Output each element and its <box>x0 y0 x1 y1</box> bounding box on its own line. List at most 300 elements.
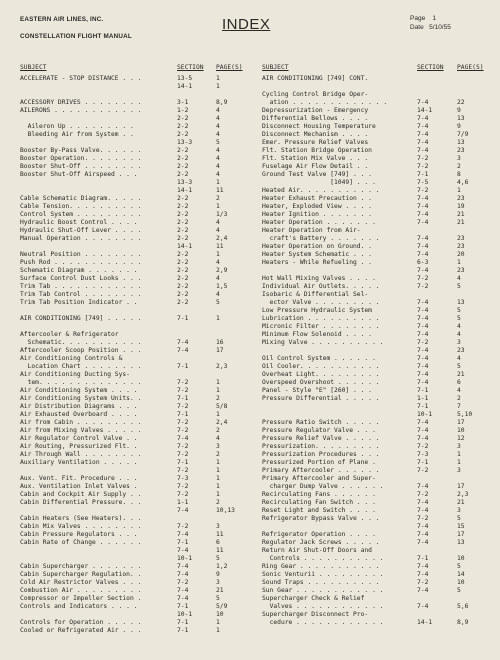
index-entry <box>262 171 482 179</box>
entry-subject: Trim Tab Control . . . . . . . . <box>20 291 142 298</box>
entry-pages: 1 <box>216 75 220 82</box>
index-entry <box>262 435 482 443</box>
index-entry <box>20 251 253 259</box>
index-entry <box>20 107 253 115</box>
entry-section: 7-4 <box>417 427 429 434</box>
entry-section: 7-2 <box>417 187 429 194</box>
index-entry <box>20 371 253 379</box>
index-entry <box>262 483 482 491</box>
entry-pages: 4 <box>216 227 220 234</box>
entry-section: 7-1 <box>177 539 189 546</box>
entry-section: 13-3 <box>177 139 193 146</box>
index-entry <box>262 491 482 499</box>
entry-pages: 13 <box>457 139 465 146</box>
entry-section: 7-4 <box>177 435 189 442</box>
index-entry <box>20 547 253 555</box>
entry-subject: Micronic Filter . . . . . . . . <box>262 323 380 330</box>
entry-subject: Disconnect Mechanism . . . . <box>262 131 369 138</box>
entry-subject: Pressure Differential . . . . . <box>262 395 380 402</box>
index-entry <box>262 507 482 515</box>
index-entry <box>20 419 253 427</box>
entry-pages: 1 <box>216 459 220 466</box>
entry-subject: Cooled or Refrigerated Air . . . <box>20 627 142 634</box>
entry-subject: ACCELERATE - STOP DISTANCE . . . <box>20 75 142 82</box>
entry-pages: 4 <box>216 107 220 114</box>
entry-section: 7-4 <box>417 299 429 306</box>
entry-subject: Recirculating Fans . . . . . . <box>262 491 376 498</box>
index-entry <box>262 259 482 267</box>
entry-section: 7-4 <box>417 523 429 530</box>
entry-pages: 5 <box>457 563 461 570</box>
entry-subject: Return Air Shut-Off Doors and <box>262 547 372 554</box>
entry-section: 7-5 <box>417 179 429 186</box>
entry-section: 13-3 <box>177 179 193 186</box>
entry-section: 2-2 <box>177 115 189 122</box>
entry-pages: 2,9 <box>216 267 228 274</box>
entry-subject: [1049] . . . <box>262 179 376 186</box>
entry-subject: Disconnect Housing Temperature <box>262 123 376 130</box>
entry-subject: Booster Shut-Off Airspeed . . . <box>20 171 138 178</box>
index-entry <box>20 491 253 499</box>
entry-section: 2-2 <box>177 299 189 306</box>
index-entry <box>20 435 253 443</box>
index-entry <box>262 515 482 523</box>
entry-pages: 8 <box>457 171 461 178</box>
entry-subject: Sun Gear . . . . . . . . . . . . <box>262 587 384 594</box>
entry-subject: Cabin Heaters (See Heaters). . . <box>20 515 142 522</box>
index-entry <box>262 619 482 627</box>
entry-section: 14-1 <box>177 187 193 194</box>
entry-subject: Cabin Rate of Change . . . . . . <box>20 539 142 546</box>
entry-subject: Pressure Regulator Valve . . . <box>262 427 376 434</box>
entry-subject: Heater Ignition . . . . . . . <box>262 211 372 218</box>
entry-pages: 12 <box>457 435 465 442</box>
entry-pages: 23 <box>457 267 465 274</box>
entry-pages: 11 <box>216 547 224 554</box>
entry-pages: 1 <box>216 179 220 186</box>
index-entry <box>20 539 253 547</box>
entry-section: 7-4 <box>417 211 429 218</box>
entry-pages: 10 <box>216 611 224 618</box>
index-entry <box>262 563 482 571</box>
entry-pages: 5 <box>216 595 220 602</box>
entry-section: 7-2 <box>177 483 189 490</box>
entry-pages: 4 <box>216 435 220 442</box>
entry-pages: 11 <box>216 243 224 250</box>
entry-pages: 1 <box>216 491 220 498</box>
index-entry <box>20 299 253 307</box>
entry-section: 2-2 <box>177 283 189 290</box>
entry-subject: Overheat Light. . . . . . . . . <box>262 371 380 378</box>
entry-pages: 1 <box>216 379 220 386</box>
index-entry <box>20 259 253 267</box>
entry-pages: 20 <box>457 251 465 258</box>
pages-heading: PAGE(S) <box>216 64 243 71</box>
document-header <box>20 11 132 45</box>
index-entry <box>20 331 253 339</box>
index-entry <box>20 579 253 587</box>
entry-subject: Air Conditioning System . . . . <box>20 387 138 394</box>
entry-section: 7-1 <box>417 387 429 394</box>
entry-subject: Push Rod . . . . . . . . . . . . <box>20 259 142 266</box>
entry-section: 2-2 <box>177 203 189 210</box>
entry-pages: 2 <box>457 395 461 402</box>
entry-subject: Heater Operation on Ground. . <box>262 243 372 250</box>
entry-pages: 21 <box>457 211 465 218</box>
entry-pages: 11 <box>216 187 224 194</box>
section-heading: SECTION <box>417 64 444 71</box>
entry-pages: 9 <box>216 571 220 578</box>
entry-section: 2-2 <box>177 219 189 226</box>
index-entry <box>262 531 482 539</box>
entry-section: 7-2 <box>417 339 429 346</box>
index-entry <box>20 611 253 619</box>
entry-section: 7-2 <box>417 163 429 170</box>
entry-section: 7-4 <box>417 267 429 274</box>
index-entry <box>20 323 253 331</box>
index-entry <box>262 499 482 507</box>
index-entry <box>20 363 253 371</box>
entry-section: 7-2 <box>417 443 429 450</box>
entry-subject: Aux. Ventilation Inlet Valves . <box>20 483 138 490</box>
entry-subject: Aileron Up . . . . . . . . . <box>20 123 134 130</box>
index-entry <box>20 235 253 243</box>
index-entry <box>262 363 482 371</box>
index-entry <box>262 379 482 387</box>
entry-subject: Aftercooler & Refrigerator <box>20 331 119 338</box>
entry-subject: Air from Cabin . . . . . . . . . <box>20 419 142 426</box>
entry-section: 7-4 <box>417 563 429 570</box>
entry-section: 7-1 <box>417 171 429 178</box>
entry-pages: 3 <box>216 443 220 450</box>
page-title: INDEX <box>222 16 271 33</box>
index-entry <box>20 115 253 123</box>
entry-section: 7-1 <box>177 603 189 610</box>
entry-subject: Cabin Pressure Regulators . . . <box>20 531 138 538</box>
index-entry <box>20 427 253 435</box>
entry-subject: Auxiliary Ventilation . . . . . <box>20 459 138 466</box>
entry-pages: 1 <box>457 459 461 466</box>
entry-pages: 23 <box>457 347 465 354</box>
index-entry <box>20 603 253 611</box>
entry-section: 2-2 <box>177 259 189 266</box>
entry-subject: ACCESSORY DRIVES . . . . . . . . <box>20 99 142 106</box>
index-entry <box>262 107 482 115</box>
entry-section: 7-1 <box>417 459 429 466</box>
entry-pages: 1 <box>216 619 220 626</box>
entry-subject: Sound Traps . . . . . . . . . . <box>262 579 380 586</box>
entry-subject: AILERONS . . . . . . . . . . . . <box>20 107 142 114</box>
entry-section: 7-2 <box>177 467 189 474</box>
entry-pages: 1 <box>457 259 461 266</box>
index-entry <box>262 299 482 307</box>
entry-section: 2-2 <box>177 251 189 258</box>
index-entry <box>262 139 482 147</box>
entry-pages: 3 <box>457 155 461 162</box>
entry-section: 7-2 <box>177 579 189 586</box>
entry-section: 10-1 <box>177 611 193 618</box>
entry-section: 7-4 <box>417 123 429 130</box>
entry-subject: Supercharger Check & Relief <box>262 595 365 602</box>
pages-heading: PAGE(S) <box>457 64 484 71</box>
entry-section: 7-3 <box>177 475 189 482</box>
entry-pages: 13 <box>457 115 465 122</box>
index-entry <box>262 603 482 611</box>
entry-pages: 1 <box>216 475 220 482</box>
entry-subject: Primary Aftercooler and Super- <box>262 475 376 482</box>
entry-section: 1-2 <box>177 107 189 114</box>
entry-pages: 17 <box>457 483 465 490</box>
entry-pages: 6 <box>457 379 461 386</box>
index-entry <box>20 283 253 291</box>
entry-section: 7-4 <box>417 243 429 250</box>
index-entry <box>20 267 253 275</box>
entry-subject: Manual Operation . . . . . . . . <box>20 235 142 242</box>
entry-section: 7-4 <box>417 235 429 242</box>
entry-pages: 3 <box>457 339 461 346</box>
entry-subject: Cable Schematic Diagram. . . . . <box>20 195 142 202</box>
entry-subject: Sonic Venturii . . . . . . . . . <box>262 571 384 578</box>
index-entry <box>20 195 253 203</box>
entry-pages: 1 <box>457 187 461 194</box>
index-entry <box>20 411 253 419</box>
index-entry <box>20 483 253 491</box>
entry-pages: 21 <box>457 371 465 378</box>
column-header <box>20 64 253 75</box>
entry-subject: Heater System Schematic . . . <box>262 251 372 258</box>
entry-subject: Compressor or Impeller Section . <box>20 595 142 602</box>
entry-pages: 17 <box>457 419 465 426</box>
index-entry <box>262 323 482 331</box>
index-entry <box>20 155 253 163</box>
entry-pages: 4 <box>216 219 220 226</box>
entry-pages: 23 <box>457 147 465 154</box>
entry-section: 7-2 <box>177 427 189 434</box>
entry-pages: 5 <box>457 315 461 322</box>
entry-subject: Pressurization. . . . . . . . . <box>262 443 380 450</box>
entry-pages: 17 <box>457 531 465 538</box>
entry-subject: AIR CONDITIONING [749] . . . . . <box>20 315 142 322</box>
index-entry <box>262 403 482 411</box>
entry-section: 2-2 <box>177 195 189 202</box>
index-entry <box>262 539 482 547</box>
entry-pages: 13 <box>457 539 465 546</box>
index-entry <box>20 523 253 531</box>
entry-section: 7-4 <box>177 587 189 594</box>
entry-pages: 17 <box>216 347 224 354</box>
entry-section: 7-4 <box>417 571 429 578</box>
index-entry <box>20 227 253 235</box>
entry-section: 14-1 <box>177 243 193 250</box>
entry-pages: 4,6 <box>457 179 469 186</box>
index-entry <box>262 307 482 315</box>
entry-pages: 5/8 <box>216 403 228 410</box>
index-entry <box>262 267 482 275</box>
entry-section: 1-1 <box>177 499 189 506</box>
entry-pages: 10,13 <box>216 507 235 514</box>
entry-section: 7-4 <box>177 563 189 570</box>
entry-section: 7-3 <box>417 451 429 458</box>
index-entry <box>20 291 253 299</box>
index-entry <box>262 123 482 131</box>
entry-subject: Cycling Control Bridge Oper- <box>262 91 369 98</box>
index-entry <box>20 507 253 515</box>
entry-subject: Cabin and Cockpit Air Supply . . <box>20 491 142 498</box>
entry-subject: Combustion Air . . . . . . . . . <box>20 587 142 594</box>
entry-subject: Mixing Valve . . . . . . . . . . <box>262 339 384 346</box>
entry-pages: 2,4 <box>216 235 228 242</box>
index-entry <box>262 187 482 195</box>
entry-subject: Individual Air Outlets. . . . . <box>262 283 380 290</box>
entry-pages: 19 <box>457 203 465 210</box>
index-entry <box>262 555 482 563</box>
entry-subject: Cabin Supercharger . . . . . . . <box>20 563 142 570</box>
entry-subject: Pressurized Portion of Plane . <box>262 459 376 466</box>
index-entry <box>262 579 482 587</box>
entry-subject: Control System . . . . . . . . . <box>20 211 142 218</box>
index-entry <box>262 347 482 355</box>
entry-section: 7-2 <box>417 155 429 162</box>
entry-subject: Refrigerator Operation . . . . <box>262 531 376 538</box>
entry-section: 7-4 <box>417 435 429 442</box>
entry-pages: 4 <box>216 147 220 154</box>
page-info <box>410 14 451 32</box>
entry-subject: Heater, Exploded View . . . . <box>262 203 372 210</box>
entry-subject: Cold Air Restrictor Valves . . . <box>20 579 142 586</box>
entry-section: 7-1 <box>177 627 189 634</box>
date-value: 5/10/55 <box>429 24 451 31</box>
index-column-right <box>262 64 484 626</box>
entry-subject: Air from Mixing Valves . . . . . <box>20 427 142 434</box>
entry-section: 10-1 <box>177 555 193 562</box>
index-entry <box>20 475 253 483</box>
entry-section: 7-4 <box>417 355 429 362</box>
entry-section: 7-4 <box>417 251 429 258</box>
entry-subject: Heater Operation . . . . . . . <box>262 219 376 226</box>
index-entry <box>20 379 253 387</box>
entry-pages: 5 <box>457 283 461 290</box>
entry-subject: Flt. Station Bridge Operation <box>262 147 372 154</box>
entry-section: 7-4 <box>417 147 429 154</box>
entry-pages: 5 <box>457 515 461 522</box>
entry-subject: Air Regulator Control Valve . . <box>20 435 138 442</box>
entry-subject: charger Dump Valve . . . . . . <box>262 483 384 490</box>
index-entry <box>20 91 253 99</box>
entry-subject: Emer. Pressure Relief Valves <box>262 139 369 146</box>
entry-pages: 14 <box>457 571 465 578</box>
entry-section: 7-2 <box>177 387 189 394</box>
index-entry <box>20 347 253 355</box>
index-entry <box>20 555 253 563</box>
entry-section: 2-2 <box>177 163 189 170</box>
entry-subject: Air Through Wall . . . . . . . . <box>20 451 142 458</box>
entry-pages: 5 <box>216 299 220 306</box>
entry-section: 7-4 <box>417 131 429 138</box>
index-entry <box>262 331 482 339</box>
index-entry <box>20 387 253 395</box>
entry-subject: Aftercooler Scoop Position . . . <box>20 347 142 354</box>
entry-section: 7-2 <box>177 379 189 386</box>
entry-section: 7-1 <box>177 459 189 466</box>
entry-subject: Aux. Vent. Fit. Procedure . . . <box>20 475 138 482</box>
entry-pages: 5 <box>457 363 461 370</box>
index-entry <box>20 451 253 459</box>
entry-pages: 2 <box>216 451 220 458</box>
entry-subject: Low Pressure Hydraulic System <box>262 307 372 314</box>
entry-section: 7-4 <box>177 595 189 602</box>
entry-subject: Hydraulic Boost Control . . . . <box>20 219 138 226</box>
entry-pages: 4 <box>216 115 220 122</box>
entry-subject: Supercharger Disconnect Pro- <box>262 611 369 618</box>
entry-subject: Air Exhausted Overboard . . . . <box>20 411 138 418</box>
index-entry <box>262 235 482 243</box>
index-entry <box>262 411 482 419</box>
entry-subject: Panel - Style "E" [260] . . . <box>262 387 372 394</box>
entry-pages: 5 <box>216 139 220 146</box>
entry-subject: Refrigerator Bypass Valve . . . <box>262 515 380 522</box>
entry-section: 14-1 <box>417 619 433 626</box>
entry-section: 7-1 <box>417 555 429 562</box>
entry-pages: 5 <box>457 587 461 594</box>
entry-section: 7-2 <box>417 515 429 522</box>
entry-subject: Differential Bellows . . . . <box>262 115 369 122</box>
entry-section: 7-4 <box>417 531 429 538</box>
index-entry <box>262 163 482 171</box>
entry-section: 7-4 <box>417 379 429 386</box>
entry-section: 7-4 <box>417 323 429 330</box>
entry-pages: 3 <box>216 523 220 530</box>
entry-pages: 1 <box>216 315 220 322</box>
manual-name: CONSTELLATION FLIGHT MANUAL <box>20 33 132 40</box>
index-entry <box>262 75 482 83</box>
index-entry <box>262 443 482 451</box>
entry-pages: 5,6 <box>457 603 469 610</box>
entry-section: 2-2 <box>177 171 189 178</box>
entry-section: 14-1 <box>177 83 193 90</box>
entry-subject: Isobaric & Differential Sel- <box>262 291 369 298</box>
entry-pages: 4 <box>216 171 220 178</box>
entry-subject: Cabin Supercharger Regulation. . <box>20 571 142 578</box>
entry-subject: ector Valve . . . . . . . . . <box>262 299 380 306</box>
index-entry <box>262 251 482 259</box>
index-entry <box>20 219 253 227</box>
entry-subject: Valves . . . . . . . . . . . . <box>262 603 384 610</box>
entry-subject: Trim Tab . . . . . . . . . . . . <box>20 283 142 290</box>
entry-pages: 4 <box>216 291 220 298</box>
entry-section: 7-4 <box>177 339 189 346</box>
entry-pages: 7/9 <box>457 131 469 138</box>
index-entry <box>262 467 482 475</box>
entry-subject: Air Conditioning System Units. . <box>20 395 142 402</box>
entry-pages: 3 <box>457 467 461 474</box>
index-entry <box>20 187 253 195</box>
index-entry <box>20 395 253 403</box>
entry-section: 7-4 <box>417 195 429 202</box>
entry-subject: Booster By-Pass Valve. . . . . . <box>20 147 142 154</box>
index-entry <box>20 563 253 571</box>
entry-subject: Pressure Relief Valve . . . . . <box>262 435 380 442</box>
entry-section: 6-3 <box>417 259 429 266</box>
entry-subject: Depressurization - Emergency <box>262 107 369 114</box>
index-entry <box>262 587 482 595</box>
index-entry <box>20 171 253 179</box>
entry-section: 7-1 <box>177 315 189 322</box>
entry-pages: 9 <box>457 107 461 114</box>
entry-pages: 23 <box>457 243 465 250</box>
index-entry <box>262 371 482 379</box>
index-entry <box>20 163 253 171</box>
index-entry <box>262 547 482 555</box>
